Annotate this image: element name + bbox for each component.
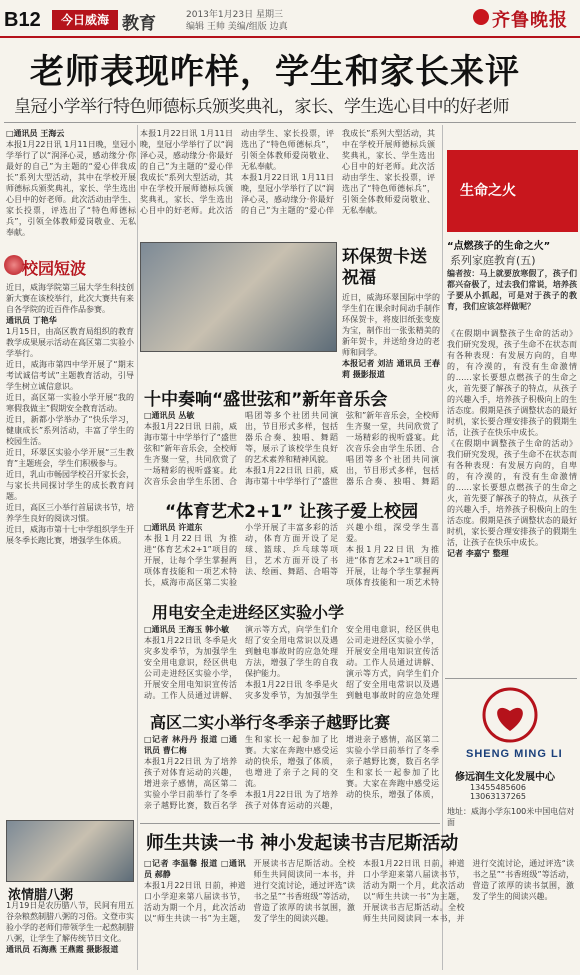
series-byline: 记者 李嘉宁 整理 — [447, 549, 509, 558]
campus-item: 1月15日，由高区教育局组织的教育教学成果展示活动在高区第二实验小学举行。 — [6, 327, 134, 358]
safety-text-2: 本报1月22日讯 冬季是火灾多发季节，为加强学生安全用电意识，经区供电公司走进经区实验小学，开展安全用电知识宣传活动。工作人员通过讲解、演示等方式，向学生们介绍了安全用电常识以及遇到触电事故时的应急处理 — [245, 625, 439, 700]
art-text-2: 本报1月22日讯 为推进“体育艺术2+1”项目的开展，让每个学生掌握两项体育技能和一项艺术特 — [346, 545, 439, 587]
shengmingli-logo-icon — [470, 685, 550, 755]
campus-item: 近日，环翠区实验小学开展“三生教育”主题班会，学生们积极参与。 — [6, 448, 134, 468]
section-name: 教育 — [122, 14, 156, 34]
issue-date: 2013年1月23日 星期三 — [186, 10, 283, 20]
campus-item: 近日，威海市第十七中学组织学生开展冬季长跑比赛，增强学生体质。 — [6, 525, 134, 545]
campus-item: 近日，高区三小举行首届读书节，培养学生良好的阅读习惯。 — [6, 503, 134, 523]
newspaper-logo-icon — [473, 9, 489, 25]
warm-byline: 通讯员 石海燕 王燕霞 摄影报道 — [6, 945, 119, 954]
art-title: “体育艺术2+1” 让孩子爱上校园 — [165, 502, 419, 522]
page-number: B12 — [4, 9, 41, 31]
eco-byline: 本报记者 刘洁 通讯员 王春莉 摄影报道 — [342, 359, 440, 379]
editor-credit: 编辑 王帅 美编/组版 边真 — [186, 22, 288, 32]
campus-item: 近日，乳山市畅园学校召开家长会，与家长共同探讨学生的成长教育问题。 — [6, 470, 134, 501]
read-text: 本报1月22日讯 日前，神道口小学迎来第八届读书节，活动为期一个月，此次活动以“师生共读一书”为主题，开展读书吉尼斯活动。全校师生共同阅读同一本书，并进行交流讨论，通过评选“读书之星”“书香班级”等活动，营造了浓厚的读书氛围，激发了学生的阅读兴趣。 — [144, 859, 355, 923]
sports-text: 本报1月22日讯 为了培养孩子对体育运动的兴趣，增进亲子感情，高区第二实验小学日前举行了冬季亲子越野比赛，数百名学生和家长一起参加了比赛。大家在奔跑中感受运动的快乐，增强了体质，也增进了亲子之间的交流。 — [144, 735, 338, 810]
ad-company: 修远润生文化发展中心 — [455, 772, 555, 783]
warm-article — [6, 900, 134, 972]
divider — [140, 823, 440, 824]
lead-text-cont: 本报1月22日讯 1月11日晚，皇冠小学举行了以“润泽心灵，感动缘分·你最好的自己”为主题的“爱心伴我成长”系列大型活动，其中在学校开展师德标兵颁奖典礼，家长、学生选出心目中的好老师。此次活动由学生、家长投票，评选出了“特色师德标兵”，引领全体教师爱岗敬业、无私奉献。 — [140, 129, 334, 215]
series-banner-text: 生命之火 — [460, 183, 516, 199]
series-text-2: 《在假期中调整孩子生命的活动》 我们研究发现，孩子生命不在状态而有各种表现：有发展方向的，自卑的，有冷漠的，有没有生命激情的……家长要想点燃孩子的生命之火，首先要了解孩子的特点，从孩子的兴趣入手，培养孩子积极向上的生活态度。假期是孩子调整状态的最好时机，家长要合理安排孩子的假期生活，让孩子在快乐中成长。 — [447, 439, 577, 547]
laba-photo — [6, 820, 134, 882]
eco-title: 环保贺卡送祝福 — [342, 247, 427, 288]
warm-title: 浓情腊八粥 — [8, 888, 74, 903]
sports-title: 高区二实小举行冬季亲子越野比赛 — [150, 713, 391, 732]
art-article — [144, 522, 439, 597]
read-byline: □记者 李温馨 报道 □通讯员 郝静 — [144, 859, 246, 879]
sports-text-2: 本报1月22日讯 为了培养孩子对体育运动的兴趣，增进亲子感情，高区第二实验小学日前举行了冬季亲子越野比赛，数百名学生和家长一起参加了比赛。大家在奔跑中感受运动的快乐，增强了体质， — [245, 735, 439, 810]
series-subtitle: 系列家庭教育(五) — [450, 254, 536, 267]
series-article — [447, 328, 577, 673]
eco-text: 近日，威海环翠国际中学的学生们在课余时间动手制作环保贺卡，将废旧纸张变废为宝，制作出一张张精美的新年贺卡，并送给身边的老师和同学。 — [342, 293, 440, 357]
lead-text: 本报1月22日讯 1月11日晚，皇冠小学举行了以“润泽心灵，感动缘分·你最好的自己”为主题的“爱心伴我成长”系列大型活动，其中在学校开展师德标兵颁奖典礼，家长、学生选出心目中的好老师。此次活动由学生、家长投票，评选出了“特色师德标兵”，引领全体教师爱岗敬业、无私奉献。 — [6, 140, 136, 237]
sports-byline: □记者 林丹丹 报道 □通讯员 曹仁梅 — [144, 735, 237, 755]
lead-text-cont-2: 本报1月22日讯 1月11日晚，皇冠小学举行了以“润泽心灵，感动缘分·你最好的自己”为主题的“爱心伴我成长”系列大型活动，其中在学校开展师德标兵颁奖典礼，家长、学生选出心目中的好老师。此次活动由学生、家长投票，评选出了“特色师德标兵”，引领全体教师爱岗敬业、无私奉献。 — [241, 129, 435, 215]
main-headline: 老师表现咋样，学生和家长来评 — [30, 52, 520, 92]
eco-article — [342, 292, 440, 382]
read-article — [144, 858, 574, 970]
campus-news-list — [6, 282, 134, 842]
lead-article-cont — [140, 128, 435, 238]
campus-item: 近日，新都小学举办了“快乐学习，健康成长”系列活动，丰富了学生的校园生活。 — [6, 415, 134, 446]
column-divider — [137, 125, 138, 970]
read-text-2: 本报1月22日讯 日前，神道口小学迎来第八届读书节，活动为期一个月，此次活动以“师生共读一书”为主题，开展读书吉尼斯活动。全校师生共同阅读同一本书，并进行交流讨论，通过评选“读书之星”“书香班级”等活动，营造了浓厚的读书氛围，激发了学生的阅读兴趣。 — [363, 859, 574, 923]
lead-article-1 — [6, 128, 136, 248]
divider — [445, 678, 577, 679]
newspaper-logo: 齐鲁晚报 — [492, 10, 568, 31]
section-badge: 今日威海 — [52, 10, 118, 30]
sports-article — [144, 734, 439, 819]
ad-logo-text: SHENG MING LI — [466, 748, 563, 760]
series-text: 《在假期中调整孩子生命的活动》 我们研究发现，孩子生命不在状态而有各种表现：有发展方向的，自卑的，有冷漠的，有没有生命激情的……家长要想点燃孩子的生命之火，首先要了解孩子的特点，从孩子的兴趣入手，培养孩子积极向上的生活态度。假期是孩子调整状态的最好时机，家长要合理安排孩子的假期生活，让孩子在快乐中成长。 — [447, 329, 577, 437]
ad-address: 地址：威海小学东100米中国电信对面 — [447, 807, 575, 827]
music-article — [144, 410, 439, 490]
main-subhead: 皇冠小学举行特色师德标兵颁奖典礼，家长、学生选心目中的好老师 — [14, 97, 509, 117]
campus-news-title: 校园短波 — [22, 259, 87, 278]
music-byline: □通讯员 丛敏 — [144, 411, 195, 420]
warm-text: 1月19日是农历腊八节，民间有用五谷杂粮熬制腊八粥的习俗。文登市实验小学的老师们带领学生一起熬制腊八粥，让学生了解传统节日文化。 — [6, 901, 134, 943]
read-title: 师生共读一书 神小发起读书吉尼斯活动 — [146, 833, 459, 854]
music-title: 十中奏响“盛世弦和”新年音乐会 — [144, 390, 388, 410]
art-text: 本报1月22日讯 为推进“体育艺术2+1”项目的开展，让每个学生掌握两项体育技能和一项艺术特长，威海市高区第二实验小学开展了丰富多彩的活动，体育方面开设了足球、篮球、乒乓球等项目，艺术方面开设了书法、绘画、舞蹈、合唱等兴趣小组，深受学生喜爱。 — [144, 523, 439, 587]
campus-item: 近日，高区第一实验小学开展“我的寒假我做主”假期安全教育活动。 — [6, 393, 134, 413]
art-byline: □通讯员 许道东 — [144, 523, 203, 532]
flower-icon — [4, 255, 24, 275]
safety-text: 本报1月22日讯 冬季是火灾多发季节，为加强学生安全用电意识，经区供电公司走进经区实验小学，开展安全用电知识宣传活动。工作人员通过讲解、演示等方式，向学生们介绍了安全用电常识以及遇到触电事故时的应急处理方法，增强了学生的自我保护能力。 — [144, 625, 338, 700]
divider — [4, 122, 576, 123]
dateline — [186, 9, 288, 33]
ad-phone: 13455485606 13063137265 — [470, 783, 526, 801]
lead-byline: □通讯员 王海云 — [6, 129, 65, 138]
campus-byline: 通讯员 丁艳华 — [6, 316, 57, 325]
campus-item: 近日，威海学院第三届大学生科技创新大赛在该校举行，此次大赛共有来自各学院的近百件作品参赛。 — [6, 283, 134, 314]
safety-article — [144, 624, 439, 704]
safety-title: 用电安全走进经区实验小学 — [152, 603, 345, 622]
music-text: 本报1月22日讯 日前，威海市第十中学举行了“盛世弦和”新年音乐会，全校师生齐聚一堂，共同欣赏了一场精彩的视听盛宴。此次音乐会由学生乐团、合唱团等多个社团共同演出，节目形式多样，包括器乐合奏、独唱、舞蹈等，展示了该校学生良好的艺术素养和精神风貌。 — [144, 411, 338, 486]
music-text-2: 本报1月22日讯 日前，威海市第十中学举行了“盛世弦和”新年音乐会，全校师生齐聚一堂，共同欣赏了一场精彩的视听盛宴。此次音乐会由学生乐团、合唱团等多个社团共同演出，节目形式多样，包括器乐合奏、独唱、舞蹈 — [245, 411, 439, 486]
safety-byline: □通讯员 王海玉 韩小敏 — [144, 625, 230, 634]
series-title: “点燃孩子的生命之火” — [447, 241, 551, 252]
series-intro: 编者按：马上就要放寒假了，孩子们都兴奋极了，过去我们常说，培养孩子要从小抓起，可是对于孩子的教育，我们应该怎样做呢？ — [447, 269, 577, 311]
campus-item: 近日，威海市第四中学开展了“期末考试诚信考试”主题教育活动，引导学生树立诚信意识。 — [6, 360, 134, 391]
classroom-photo — [140, 242, 337, 352]
